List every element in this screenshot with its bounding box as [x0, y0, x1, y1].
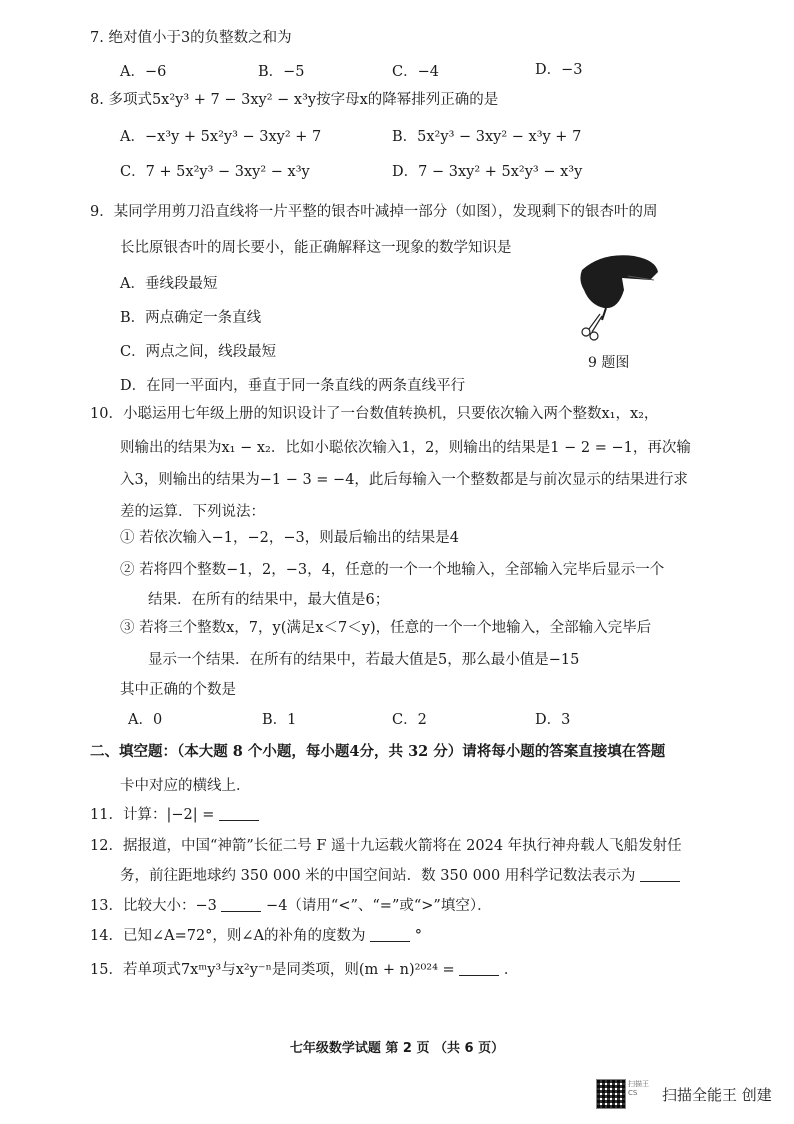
q9-option-b: B．两点确定一条直线 — [120, 310, 262, 326]
question-13 — [90, 896, 492, 916]
question-10-line3: 入3，则输出的结果为−1 − 3 = −4，此后每输入一个整数都是与前次显示的结果进行求 — [120, 472, 688, 488]
q11-text: 11．计算：|−2| = — [90, 807, 215, 823]
qr-code-icon — [596, 1079, 626, 1109]
question-14 — [90, 926, 422, 946]
question-10-line1: 10．小聪运用七年级上册的知识设计了一台数值转换机，只要依次输入两个整数x₁，x₂， — [90, 406, 659, 422]
figure-9-caption: 9 题图 — [588, 355, 630, 371]
q10-option-a: A．0 — [128, 712, 163, 728]
q11-answer-blank — [219, 806, 259, 821]
q14-after: ° — [414, 928, 423, 944]
q10-option-d: D．3 — [535, 712, 571, 728]
q10-statement-3: ③ 若将三个整数x，7，y(满足x＜7＜y)，任意的一个一个地输入，全部输入完毕后 — [120, 620, 652, 636]
q15-before: 15．若单项式7xᵐy³与x²y⁻ⁿ是同类项，则(m + n)²⁰²⁴ = — [90, 962, 455, 978]
q8-option-b: B．5x²y³ − 3xy² − x³y + 7 — [392, 129, 582, 145]
q7-option-a: A．−6 — [120, 64, 167, 80]
question-12-line1: 12．据报道，中国“神箭”长征二号 F 遥十九运载火箭将在 2024 年执行神舟载人飞船发射任 — [90, 838, 682, 854]
question-9-stem-line1: 9．某同学用剪刀沿直线将一片平整的银杏叶减掉一部分（如图），发现剩下的银杏叶的周 — [90, 204, 658, 220]
q7-option-d: D．−3 — [535, 62, 583, 78]
q10-statement-2: ② 若将四个整数−1，2，−3，4，任意的一个一个地输入，全部输入完毕后显示一个 — [120, 562, 665, 578]
q13-before: 13．比较大小：−3 — [90, 898, 217, 914]
q10-statement-2-cont: 结果．在所有的结果中，最大值是6； — [148, 592, 390, 608]
question-10-line2: 则输出的结果为x₁ − x₂．比如小聪依次输入1，2，则输出的结果是1 − 2 = −1，再次输 — [120, 440, 691, 456]
page-footer: 七年级数学试题 第 2 页 （共 6 页） — [289, 1041, 505, 1056]
question-12-line2 — [120, 866, 680, 886]
q13-answer-blank — [221, 897, 261, 912]
q8-option-a: A．−x³y + 5x²y³ − 3xy² + 7 — [120, 129, 322, 145]
q14-before: 14．已知∠A=72°，则∠A的补角的度数为 — [90, 928, 366, 944]
question-9-stem-line2: 长比原银杏叶的周长要小，能正确解释这一现象的数学知识是 — [120, 240, 512, 256]
q13-after: −4（请用“<”、“=”或“>”填空）． — [266, 898, 492, 914]
q10-option-b: B．1 — [262, 712, 297, 728]
question-11 — [90, 805, 259, 825]
question-15 — [90, 960, 518, 980]
q10-closing: 其中正确的个数是 — [120, 682, 236, 698]
question-7-stem: 7. 绝对值小于3的负整数之和为 — [90, 30, 292, 46]
q10-option-c: C．2 — [392, 712, 427, 728]
q15-after: ． — [503, 962, 519, 978]
q7-option-c: C．−4 — [392, 64, 439, 80]
q12-answer-blank — [640, 867, 680, 882]
q9-option-a: A．垂线段最短 — [120, 276, 218, 292]
q10-statement-3-cont: 显示一个结果．在所有的结果中，若最大值是5，那么最小值是−15 — [148, 652, 580, 668]
question-8-stem: 8. 多项式5x²y³ + 7 − 3xy² − x³y按字母x的降幂排列正确的是 — [90, 92, 499, 108]
q7-option-b: B．−5 — [258, 64, 305, 80]
scanner-watermark — [596, 1079, 772, 1109]
q10-statement-1: ① 若依次输入−1，−2，−3，则最后输出的结果是4 — [120, 530, 459, 546]
q9-option-c: C．两点之间，线段最短 — [120, 344, 277, 360]
scanner-logo: 扫描王 CS — [628, 1080, 649, 1097]
ginkgo-leaf-scissors-icon — [572, 250, 662, 350]
q12-text: 务，前往距地球约 350 000 米的中国空间站．数 350 000 用科学记数法表示为 — [120, 868, 636, 884]
q14-answer-blank — [370, 927, 410, 942]
section-2-heading-cont: 卡中对应的横线上． — [120, 778, 251, 794]
q9-option-d: D．在同一平面内，垂直于同一条直线的两条直线平行 — [120, 378, 466, 394]
section-2-heading: 二、填空题：（本大题 8 个小题，每小题4分，共 32 分）请将每小题的答案直接填在答题 — [90, 743, 666, 760]
q15-answer-blank — [459, 961, 499, 976]
question-10-line4: 差的运算．下列说法： — [120, 504, 265, 520]
scanner-watermark-text: 扫描全能王 创建 — [662, 1085, 772, 1104]
q8-option-d: D．7 − 3xy² + 5x²y³ − x³y — [392, 164, 583, 180]
q8-option-c: C．7 + 5x²y³ − 3xy² − x³y — [120, 164, 310, 180]
